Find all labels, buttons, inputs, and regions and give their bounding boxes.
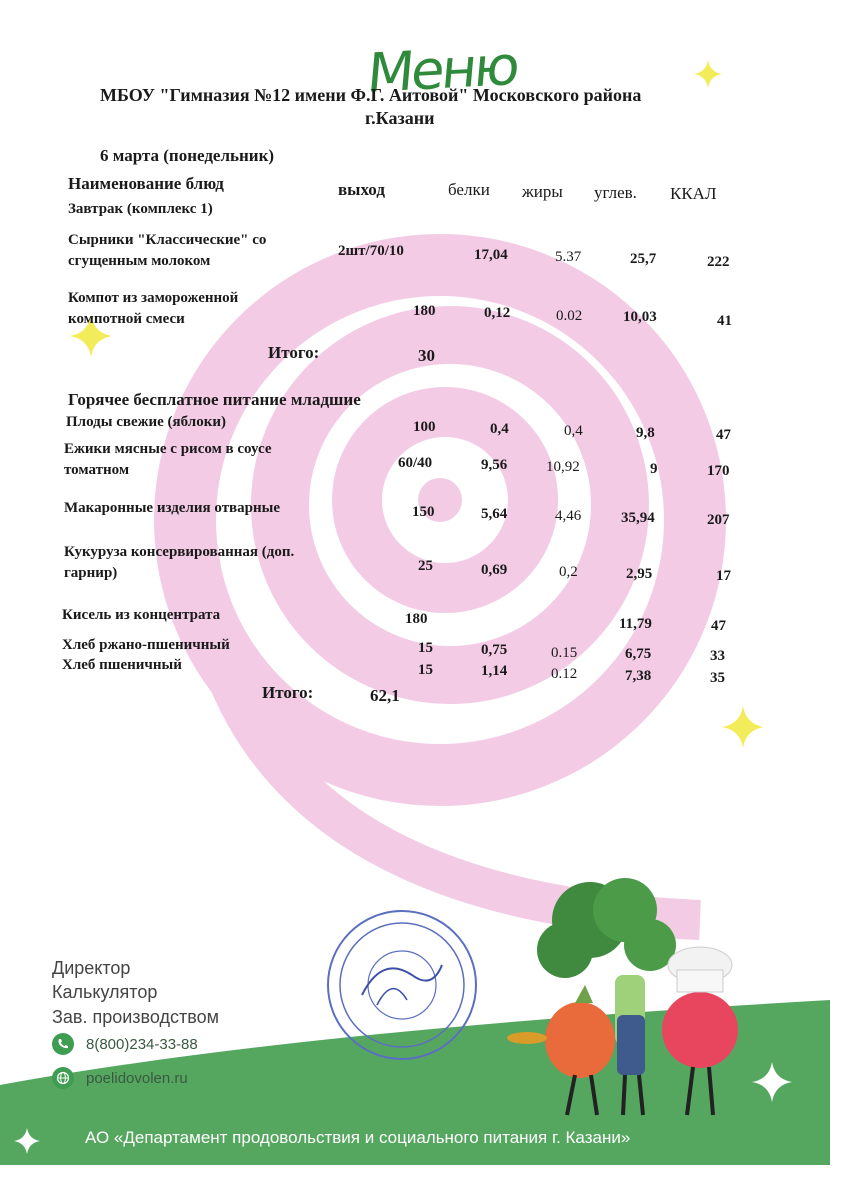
dish-kcal: 47 — [711, 618, 726, 634]
breakfast-total-label: Итого: — [268, 343, 320, 362]
dish-name: Ежики мясные с рисом в соусе томатном — [64, 441, 272, 478]
dish-name: Компот из замороженной компотной смеси — [68, 290, 239, 327]
menu-title-logo: Меню — [364, 34, 520, 105]
dish-output: 150 — [412, 504, 435, 520]
dish-fat: 0,4 — [564, 423, 583, 439]
dish-fat: 4,46 — [555, 508, 582, 524]
section-breakfast: Завтрак (комплекс 1) — [68, 201, 213, 217]
section-hot-meal: Горячее бесплатное питание младшие — [68, 390, 361, 409]
website-link[interactable]: poelidovolen.ru — [86, 1070, 188, 1087]
phone-icon — [52, 1033, 74, 1055]
col-header-name: Наименование блюд — [68, 174, 224, 193]
signature-production: Зав. производством — [52, 1007, 219, 1027]
dish-fat: 0,2 — [559, 564, 578, 580]
col-header-carb: углев. — [594, 183, 637, 202]
dish-name: Кисель из концентрата — [62, 607, 221, 623]
dish-kcal: 41 — [717, 313, 732, 329]
dish-output: 60/40 — [398, 455, 433, 471]
dish-carb: 25,7 — [630, 251, 657, 267]
dish-carb: 35,94 — [621, 510, 655, 526]
dish-kcal: 47 — [716, 427, 731, 443]
dish-output: 180 — [405, 611, 428, 627]
dish-fat: 5.37 — [555, 249, 582, 265]
dish-protein: 0,69 — [481, 562, 508, 578]
dish-fat: 10,92 — [546, 459, 580, 475]
globe-icon — [52, 1067, 74, 1089]
stamp-icon — [322, 905, 482, 1065]
dish-name: Макаронные изделия отварные — [64, 500, 281, 516]
dish-carb: 9 — [650, 461, 658, 477]
dish-carb: 6,75 — [625, 646, 652, 662]
dish-fat: 0.02 — [556, 308, 583, 324]
vegetable-mascots-illustration — [505, 875, 765, 1125]
sparkle-icon — [752, 1062, 792, 1102]
dish-carb: 2,95 — [626, 566, 653, 582]
school-name-line1: МБОУ "Гимназия №12 имени Ф.Г. Аитовой" Московского района — [100, 85, 642, 105]
col-header-kcal: ККАЛ — [670, 184, 717, 203]
signature-director: Директор — [52, 958, 131, 978]
signature-calculator: Калькулятор — [52, 982, 158, 1002]
dish-carb: 7,38 — [625, 668, 652, 684]
dish-name: Плоды свежие (яблоки) — [66, 414, 226, 430]
dish-carb: 11,79 — [619, 616, 652, 632]
dish-kcal: 207 — [707, 512, 730, 528]
dish-protein: 17,04 — [474, 247, 508, 263]
breakfast-total-value: 30 — [418, 346, 435, 365]
dish-fat: 0.15 — [551, 645, 578, 661]
dish-name: Хлеб ржано-пшеничный — [62, 637, 230, 653]
dish-name: Сырники "Классические" со сгущенным молоком — [68, 232, 267, 269]
dish-kcal: 222 — [707, 254, 730, 270]
footer-organization: АО «Департамент продовольствия и социального питания г. Казани» — [85, 1128, 631, 1147]
lunch-total-label: Итого: — [262, 683, 314, 702]
menu-date: 6 марта (понедельник) — [100, 146, 275, 165]
dish-protein: 9,56 — [481, 457, 508, 473]
dish-protein: 0,75 — [481, 642, 508, 658]
dish-output: 15 — [418, 640, 433, 656]
dish-kcal: 35 — [710, 670, 725, 686]
dish-name: Хлеб пшеничный — [62, 657, 182, 673]
dish-kcal: 33 — [710, 648, 725, 664]
lunch-total-value: 62,1 — [370, 686, 400, 705]
dish-output: 180 — [413, 303, 436, 319]
sparkle-icon — [14, 1128, 40, 1154]
col-header-fat: жиры — [522, 182, 563, 201]
dish-name: Кукуруза консервированная (доп. гарнир) — [64, 544, 295, 581]
col-header-protein: белки — [448, 180, 490, 199]
dish-protein: 1,14 — [481, 663, 508, 679]
col-header-output: выход — [338, 180, 385, 199]
dish-output: 25 — [418, 558, 433, 574]
dish-fat: 0.12 — [551, 666, 578, 682]
dish-output: 2шт/70/10 — [338, 243, 404, 259]
dish-carb: 9,8 — [636, 425, 655, 441]
phone-number[interactable]: 8(800)234-33-88 — [86, 1036, 198, 1053]
dish-kcal: 17 — [716, 568, 731, 584]
dish-protein: 5,64 — [481, 506, 508, 522]
dish-kcal: 170 — [707, 463, 730, 479]
sparkle-icon — [722, 706, 764, 748]
school-name-line2: г.Казани — [365, 108, 435, 128]
sparkle-icon — [694, 60, 722, 88]
dish-protein: 0,4 — [490, 421, 509, 437]
dish-output: 100 — [413, 419, 436, 435]
dish-protein: 0,12 — [484, 305, 511, 321]
dish-carb: 10,03 — [623, 309, 657, 325]
dish-output: 15 — [418, 662, 433, 678]
